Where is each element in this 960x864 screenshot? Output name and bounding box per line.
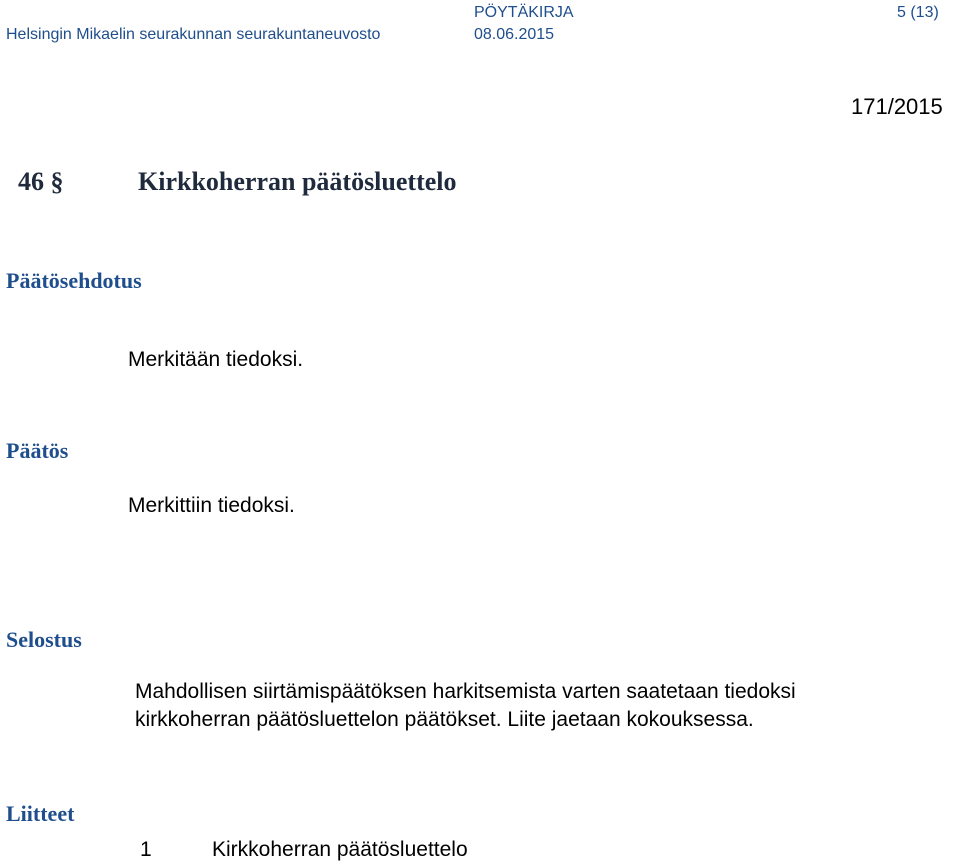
document-type: PÖYTÄKIRJA (474, 4, 574, 21)
proposal-heading: Päätösehdotus (6, 268, 142, 293)
description-heading: Selostus (6, 627, 82, 652)
description-line-1: Mahdollisen siirtämispäätöksen harkitsemista varten saatetaan tiedoksi (135, 680, 796, 703)
attachment-title: Kirkkoherran päätösluettelo (212, 838, 468, 861)
attachment-number: 1 (140, 838, 152, 861)
meeting-date: 08.06.2015 (474, 26, 555, 43)
decision-heading: Päätös (6, 438, 69, 463)
organization-name: Helsingin Mikaelin seurakunnan seurakuntaneuvosto (6, 26, 381, 43)
description-line-2: kirkkoherran päätösluettelon päätökset. Liite jaetaan kokouksessa. (135, 708, 754, 731)
section-title: Kirkkoherran päätösluettelo (138, 167, 457, 196)
proposal-text: Merkitään tiedoksi. (128, 348, 304, 371)
section-number: 46 § (18, 167, 64, 196)
page-number: 5 (13) (897, 4, 939, 21)
attachments-heading: Liitteet (6, 801, 75, 826)
decision-text: Merkittiin tiedoksi. (128, 494, 295, 517)
reference-number: 171/2015 (851, 94, 943, 119)
